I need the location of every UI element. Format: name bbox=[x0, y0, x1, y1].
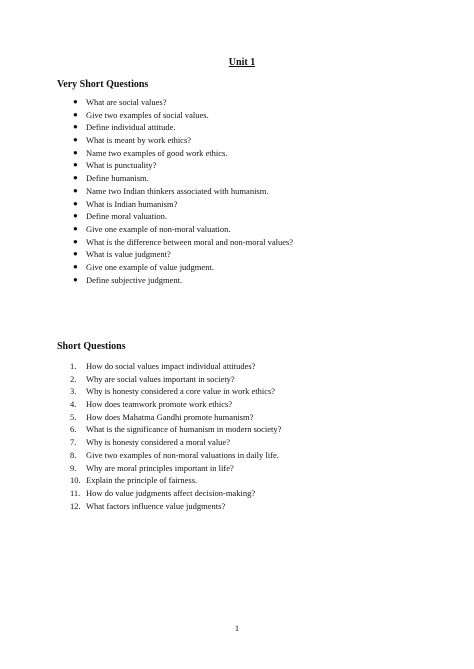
question-text: Give two examples of non-moral valuations in daily life. bbox=[86, 449, 279, 460]
question-text: What is the significance of humanism in modern society? bbox=[86, 424, 282, 435]
question-text: What is value judgment? bbox=[86, 249, 171, 260]
item-number: 8. bbox=[70, 449, 77, 460]
item-number: 2. bbox=[70, 373, 77, 384]
question-text: Give one example of non-moral valuation. bbox=[86, 223, 231, 234]
question-text: Give two examples of social values. bbox=[86, 109, 209, 120]
item-number: 7. bbox=[70, 437, 77, 448]
bullet-icon: ● bbox=[73, 97, 78, 106]
question-text: What factors influence value judgments? bbox=[86, 500, 226, 511]
question-text: What is meant by work ethics? bbox=[86, 135, 192, 146]
bullet-icon: ● bbox=[73, 109, 78, 119]
question-text: Why is honesty considered a core value in work ethics? bbox=[86, 386, 276, 397]
question-text: How do social values impact individual attitudes? bbox=[86, 361, 256, 371]
bullet-icon: ● bbox=[73, 274, 78, 284]
question-text: Define subjective judgment. bbox=[86, 274, 183, 285]
item-number: 5. bbox=[70, 411, 77, 422]
item-number: 4. bbox=[70, 399, 77, 410]
bullet-icon: ● bbox=[73, 160, 78, 170]
item-number: 10. bbox=[70, 475, 81, 486]
question-text: How does teamwork promote work ethics? bbox=[86, 399, 233, 410]
question-text: Define humanism. bbox=[86, 173, 149, 184]
item-number: 9. bbox=[70, 462, 77, 473]
short-questions-heading: Short Questions bbox=[57, 341, 126, 352]
question-text: Why is honesty considered a moral value? bbox=[86, 437, 230, 448]
question-text: What is the difference between moral and non-moral values? bbox=[86, 236, 294, 247]
question-text: How does Mahatma Gandhi promote humanism? bbox=[86, 411, 254, 422]
unit-title: Unit 1 bbox=[228, 57, 256, 68]
very-short-questions-heading: Very Short Questions bbox=[57, 79, 149, 90]
question-text: Give one example of value judgment. bbox=[86, 261, 214, 272]
bullet-icon: ● bbox=[73, 261, 78, 271]
question-text: Define moral valuation. bbox=[86, 211, 167, 222]
bullet-icon: ● bbox=[73, 249, 78, 259]
bullet-icon: ● bbox=[73, 236, 78, 246]
bullet-icon: ● bbox=[73, 185, 78, 195]
question-text: Explain the principle of fairness. bbox=[86, 475, 198, 486]
item-number: 6. bbox=[70, 424, 77, 435]
bullet-icon: ● bbox=[73, 173, 78, 183]
item-number: 1. bbox=[70, 361, 77, 371]
question-text: Why are moral principles important in life? bbox=[86, 462, 234, 473]
question-text: What are social values? bbox=[86, 97, 167, 107]
question-text: Why are social values important in society? bbox=[86, 373, 235, 384]
bullet-icon: ● bbox=[73, 198, 78, 208]
item-number: 12. bbox=[70, 500, 81, 511]
bullet-icon: ● bbox=[73, 147, 78, 157]
bullet-icon: ● bbox=[73, 122, 78, 132]
question-text: What is Indian humanism? bbox=[86, 198, 178, 209]
bullet-icon: ● bbox=[73, 223, 78, 233]
bullet-icon: ● bbox=[73, 135, 78, 145]
question-text: How do value judgments affect decision-making? bbox=[86, 487, 256, 498]
item-number: 11. bbox=[70, 487, 81, 498]
question-text: Define individual attitude. bbox=[86, 122, 176, 133]
question-text: Name two Indian thinkers associated with humanism. bbox=[86, 185, 269, 196]
page-number: 1 bbox=[234, 623, 240, 633]
question-text: What is punctuality? bbox=[86, 160, 157, 171]
question-text: Name two examples of good work ethics. bbox=[86, 147, 228, 158]
bullet-icon: ● bbox=[73, 211, 78, 221]
item-number: 3. bbox=[70, 386, 77, 397]
